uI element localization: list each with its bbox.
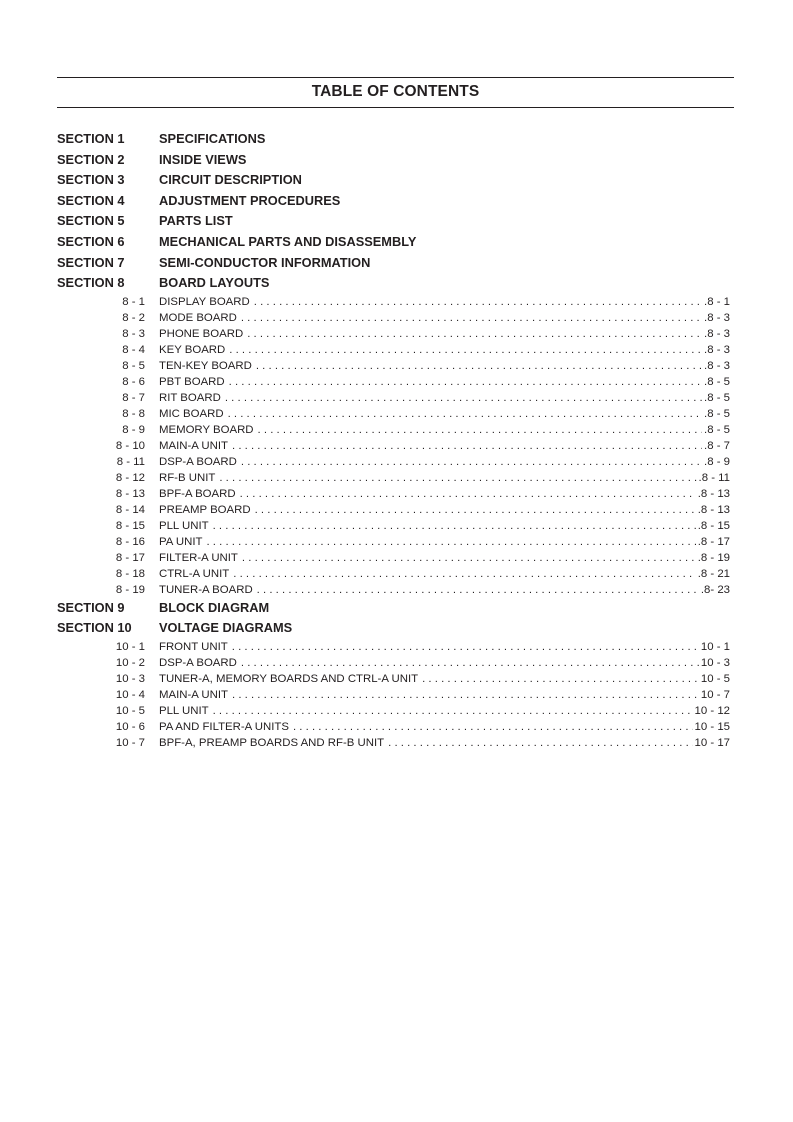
entry-number: 8 - 8 [122,407,145,420]
entry-page: .8 - 5 [704,407,730,420]
dot-leader [257,582,699,598]
entry-number: 8 - 11 [116,455,145,468]
toc-entry-row[interactable] [57,655,730,671]
entry-page: .8 - 3 [704,359,730,372]
entry-page: .8 - 7 [704,439,730,452]
toc-section-row[interactable] [57,211,730,232]
toc-entry-row[interactable] [57,486,730,502]
entry-title: PLL UNIT [159,704,209,717]
entry-page: .8 - 15 [697,519,730,532]
toc-section-row[interactable] [57,618,730,639]
section-title: BLOCK DIAGRAM [159,599,270,615]
entry-page: 10 - 15 [694,720,730,733]
entry-number: 8 - 14 [115,503,145,516]
dot-leader [228,406,702,422]
entry-title: TEN-KEY BOARD [159,359,252,372]
section-title: PARTS LIST [159,213,233,229]
entry-body [159,406,730,422]
entry-number: 8 - 12 [115,471,145,484]
entry-body [159,342,730,358]
entry-title: PHONE BOARD [159,327,244,340]
entry-body [159,703,730,719]
entry-title: FILTER-A UNIT [159,551,238,564]
toc-entry-row[interactable] [57,550,730,566]
dot-leader [258,422,703,438]
entry-number: 8 - 1 [122,295,145,308]
toc-entry-row[interactable] [57,374,730,390]
section-label: SECTION 2 [57,151,125,167]
entry-page: .8 - 13 [697,487,730,500]
section-label: SECTION 3 [57,172,125,188]
section-label: SECTION 8 [57,275,125,291]
entry-number: 8 - 4 [122,343,145,356]
toc-entry-row[interactable] [57,438,730,454]
toc-entry-row[interactable] [57,470,730,486]
entry-title: TUNER-A BOARD [159,583,253,596]
toc-entry-row[interactable] [57,639,730,655]
section-label: SECTION 5 [57,213,125,229]
entry-number: 8 - 10 [115,439,145,452]
entry-page: .8 - 1 [704,295,730,308]
entry-number: 10 - 1 [115,640,145,653]
toc-entry-row[interactable] [57,671,730,687]
entry-number: 8 - 16 [115,535,145,548]
entry-page: 10 - 5 [700,672,730,685]
entry-body [159,438,730,454]
dot-leader [233,566,695,582]
dot-leader [422,671,699,687]
entry-number: 8 - 6 [122,375,145,388]
entry-page: .8 - 3 [704,343,730,356]
entry-page: .8- 23 [700,583,730,596]
entry-page: 10 - 7 [700,688,730,701]
entry-number: 10 - 3 [115,672,145,685]
entry-page: .8 - 13 [697,503,730,516]
dot-leader [247,326,702,342]
entry-page: 10 - 1 [700,640,730,653]
entry-page: .8 - 5 [704,391,730,404]
entry-body [159,374,730,390]
toc-entry-row[interactable] [57,422,730,438]
entry-number: 10 - 2 [115,656,145,669]
entry-number: 8 - 18 [115,567,145,580]
entry-number: 10 - 4 [115,688,145,701]
entry-body [159,422,730,438]
entry-page: .8 - 3 [704,327,730,340]
dot-leader [225,390,702,406]
entry-title: RF-B UNIT [159,471,216,484]
entry-title: MEMORY BOARD [159,423,254,436]
entry-title: PLL UNIT [159,519,209,532]
entry-page: .8 - 21 [697,567,730,580]
entry-page: 10 - 3 [700,656,730,669]
entry-body [159,671,730,687]
entry-number: 10 - 5 [115,704,145,717]
entry-number: 8 - 9 [122,423,145,436]
dot-leader [241,310,702,326]
dot-leader [229,342,702,358]
toc-section-row[interactable] [57,170,730,191]
section-title: CIRCUIT DESCRIPTION [159,172,302,188]
section-label: SECTION 7 [57,254,125,270]
dot-leader [293,719,693,735]
entry-number: 8 - 17 [115,551,145,564]
entry-number: 8 - 3 [122,327,145,340]
dot-leader [240,486,696,502]
dot-leader [256,358,702,374]
dot-leader [242,550,696,566]
toc-entry-row[interactable] [57,406,730,422]
toc-section-row[interactable] [57,150,730,171]
entry-title: TUNER-A, MEMORY BOARDS AND CTRL-A UNIT [159,672,419,685]
toc-entry-row[interactable] [57,390,730,406]
entry-page: .8 - 5 [704,423,730,436]
entry-body [159,310,730,326]
entry-body [159,582,730,598]
entry-body [159,534,730,550]
entry-body [159,639,730,655]
toc-entry-row[interactable] [57,735,730,751]
entry-page: .8 - 19 [697,551,730,564]
toc-entry-row[interactable] [57,358,730,374]
page-title: TABLE OF CONTENTS [311,83,480,100]
entry-body [159,294,730,310]
entry-page: .8 - 11 [698,471,730,484]
entry-title: MAIN-A UNIT [159,688,228,701]
entry-page: .8 - 3 [704,311,730,324]
toc-entry-row[interactable] [57,534,730,550]
entry-number: 10 - 7 [115,736,145,749]
entry-page: .8 - 17 [697,535,730,548]
section-label: SECTION 6 [57,233,125,249]
table-of-contents [57,129,730,751]
entry-title: DSP-A BOARD [159,455,237,468]
toc-section-row[interactable] [57,129,730,150]
entry-body [159,502,730,518]
entry-body [159,390,730,406]
toc-entry-row[interactable] [57,703,730,719]
toc-entry-row[interactable] [57,566,730,582]
entry-title: MAIN-A UNIT [159,439,228,452]
entry-body [159,719,730,735]
section-label: SECTION 10 [57,620,132,636]
dot-leader [254,294,702,310]
dot-leader [241,655,699,671]
entry-body [159,470,730,486]
entry-page: 10 - 12 [694,704,730,717]
toc-entry-row[interactable] [57,342,730,358]
entry-title: RIT BOARD [159,391,221,404]
section-label: SECTION 9 [57,599,125,615]
entry-body [159,566,730,582]
entry-body [159,687,730,703]
dot-leader [229,374,702,390]
section-label: SECTION 4 [57,192,125,208]
entry-body [159,486,730,502]
entry-page: .8 - 5 [704,375,730,388]
entry-page: .8 - 9 [704,455,730,468]
toc-section-row[interactable] [57,253,730,274]
entry-title: KEY BOARD [159,343,226,356]
entry-title: FRONT UNIT [159,640,228,653]
dot-leader [206,534,695,550]
toc-entry-row[interactable] [57,719,730,735]
entry-body [159,735,730,751]
section-title: INSIDE VIEWS [159,151,247,167]
toc-entry-row[interactable] [57,454,730,470]
toc-entry-row[interactable] [57,326,730,342]
entry-number: 8 - 19 [115,583,145,596]
entry-number: 10 - 6 [115,720,145,733]
section-title: SPECIFICATIONS [159,131,266,146]
dot-leader [213,518,696,534]
entry-title: PREAMP BOARD [159,503,251,516]
title-bottom-rule [57,107,734,108]
entry-title: PA UNIT [159,535,203,548]
dot-leader [213,703,693,719]
entry-title: DISPLAY BOARD [159,295,250,308]
entry-body [159,518,730,534]
toc-section-row[interactable] [57,598,730,619]
toc-section-row[interactable] [57,232,730,253]
entry-title: MIC BOARD [159,407,224,420]
toc-entry-row[interactable] [57,294,730,310]
entry-title: PBT BOARD [159,375,225,388]
entry-number: 8 - 13 [115,487,145,500]
dot-leader [241,454,702,470]
toc-section-row[interactable] [57,273,730,294]
toc-entry-row[interactable] [57,518,730,534]
entry-body [159,550,730,566]
section-title: MECHANICAL PARTS AND DISASSEMBLY [159,233,417,249]
entry-title: BPF-A, PREAMP BOARDS AND RF-B UNIT [159,736,385,749]
entry-title: MODE BOARD [159,311,237,324]
toc-entry-row[interactable] [57,582,730,598]
dot-leader [388,735,692,751]
entry-title: DSP-A BOARD [159,656,237,669]
entry-page: 10 - 17 [694,736,730,749]
entry-body [159,454,730,470]
entry-body [159,326,730,342]
entry-body [159,358,730,374]
entry-body [159,655,730,671]
section-label: SECTION 1 [57,131,125,146]
top-rule [57,77,734,78]
section-title: ADJUSTMENT PROCEDURES [159,192,341,208]
entry-number: 8 - 15 [115,519,145,532]
section-title: SEMI-CONDUCTOR INFORMATION [159,254,371,270]
dot-leader [232,639,699,655]
entry-title: PA AND FILTER-A UNITS [159,720,289,733]
section-title: BOARD LAYOUTS [159,275,270,291]
dot-leader [255,502,696,518]
toc-entry-row[interactable] [57,687,730,703]
dot-leader [232,438,702,454]
entry-number: 8 - 7 [122,391,145,404]
toc-entry-row[interactable] [57,310,730,326]
toc-entry-row[interactable] [57,502,730,518]
dot-leader [232,687,699,703]
entry-title: BPF-A BOARD [159,487,236,500]
entry-number: 8 - 5 [122,359,145,372]
dot-leader [219,470,696,486]
entry-number: 8 - 2 [122,311,145,324]
section-title: VOLTAGE DIAGRAMS [159,620,293,636]
entry-title: CTRL-A UNIT [159,567,230,580]
toc-section-row[interactable] [57,191,730,212]
